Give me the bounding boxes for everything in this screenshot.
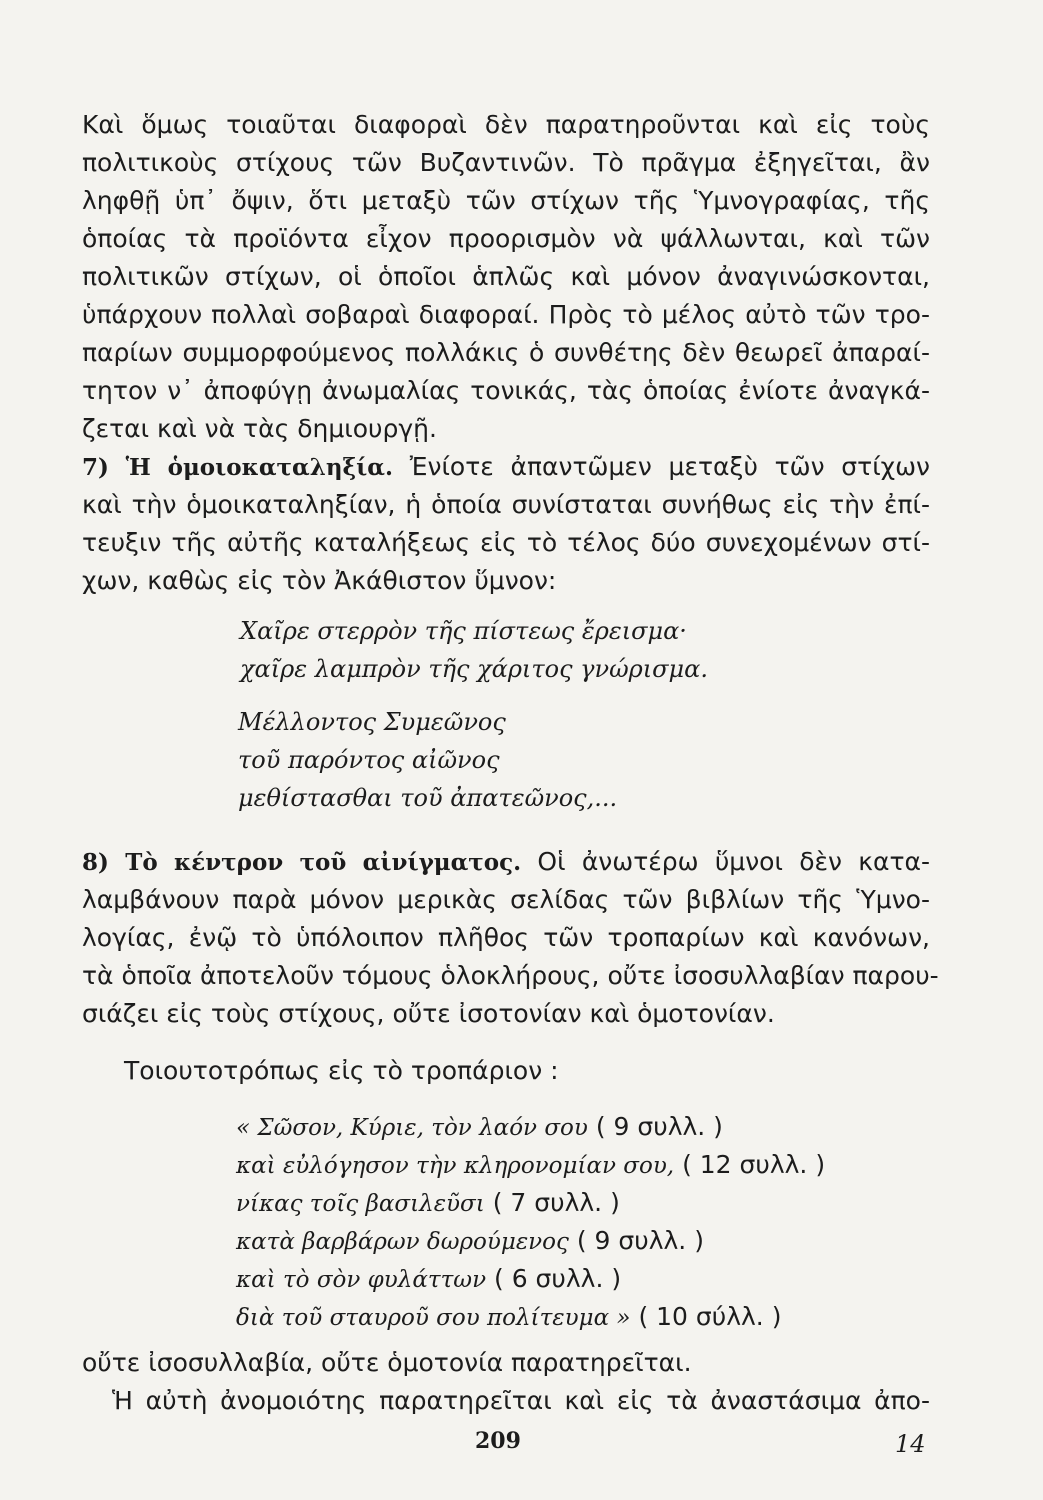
syllable-count: ( 9 συλλ. ) [576,1226,704,1255]
troparion-line [236,1184,620,1223]
text-line: χων, καθὼς εἰς τὸν Ἀκάθιστον ὕμνον: [82,566,557,595]
troparion-line [236,1260,621,1299]
text-line: ληφθῇ ὑπ᾽ ὄψιν, ὅτι μεταξὺ τῶν στίχων τῆς Ὑμνογραφίας, τῆς [82,186,930,215]
syllable-count: ( 6 συλλ. ) [494,1264,622,1293]
text-line: ὑπάρχουν πολλαὶ σοβαραὶ διαφοραί. Πρὸς τὸ μέλος αὐτὸ τῶν τρο- [82,300,930,329]
signature-mark: 14 [895,1430,926,1458]
troparion-line [236,1298,781,1337]
verse-line: Μέλλοντος Συμεῶνος [238,708,506,736]
text-line: καὶ τὴν ὁμοικαταληξίαν, ἡ ὁποία συνίσταται συνήθως εἰς τὴν ἐπί- [82,490,930,519]
text-line: τευξιν τῆς αὐτῆς καταλήξεως εἰς τὸ τέλος δύο συνεχομένων στί- [82,528,930,557]
text-line: πολιτικοὺς στίχους τῶν Βυζαντινῶν. Τὸ πρᾶγμα ἐξηγεῖται, ἂν [82,148,930,177]
section-7-heading: 7) Ἡ ὁμοιοκαταληξία. [82,454,394,481]
section-8-first-line [82,843,930,882]
troparion-intro: Τοιουτοτρόπως εἰς τὸ τροπάριον : [124,1056,559,1085]
text-line: ζεται καὶ νὰ τὰς δημιουργῇ. [82,414,437,443]
text-line: ὁποίας τὰ προϊόντα εἶχον προορισμὸν νὰ ψάλλωνται, καὶ τῶν [82,224,930,253]
verse-line: τοῦ παρόντος αἰῶνος [238,746,500,774]
text-line: τὰ ὁποῖα ἀποτελοῦν τόμους ὁλοκλήρους, οὔτε ἰσοσυλλαβίαν παρου- [82,961,939,990]
verse-line: Χαῖρε στερρὸν τῆς πίστεως ἔρεισμα· [240,617,687,645]
troparion-line [236,1222,704,1261]
troparion-line [236,1146,825,1185]
syllable-count: ( 7 συλλ. ) [492,1188,620,1217]
syllable-count: ( 10 σύλλ. ) [638,1302,782,1331]
text-line: οὔτε ἰσοσυλλαβία, οὔτε ὁμοτονία παρατηρεῖται. [82,1348,692,1377]
troparion-text: καὶ τὸ σὸν φυλάττων [236,1267,487,1293]
section-7-first-line [82,448,930,487]
verse-line: χαῖρε λαμπρὸν τῆς χάριτος γνώρισμα. [240,655,708,683]
troparion-line [236,1108,723,1147]
troparion-text: κατὰ βαρβάρων δωρούμενος [236,1229,569,1255]
text-line: Καὶ ὅμως τοιαῦται διαφοραὶ δὲν παρατηροῦνται καὶ εἰς τοὺς [82,110,930,139]
text-line: λαμβάνουν παρὰ μόνον μερικὰς σελίδας τῶν βιβλίων τῆς Ὑμνο- [82,885,930,914]
troparion-text: νίκας τοῖς βασιλεῦσι [236,1191,485,1217]
troparion-text: « Σῶσον, Κύριε, τὸν λαόν σου [236,1115,588,1141]
text-line: πολιτικῶν στίχων, οἱ ὁποῖοι ἁπλῶς καὶ μόνον ἀναγινώσκονται, [82,262,930,291]
verse-line: μεθίστασθαι τοῦ ἀπατεῶνος,... [238,784,618,812]
troparion-text: διὰ τοῦ σταυροῦ σου πολίτευμα » [236,1305,631,1331]
text-line: σιάζει εἰς τοὺς στίχους, οὔτε ἰσοτονίαν καὶ ὁμοτονίαν. [82,999,775,1028]
troparion-text: καὶ εὐλόγησον τὴν κληρονομίαν σου, [236,1153,675,1179]
section-8-heading: 8) Τὸ κέντρον τοῦ αἰνίγματος. [82,849,522,876]
syllable-count: ( 9 συλλ. ) [595,1112,723,1141]
text-line: τητον ν᾽ ἀποφύγῃ ἀνωμαλίας τονικάς, τὰς ὁποίας ἐνίοτε ἀναγκά- [82,376,930,405]
text-line: λογίας, ἐνῷ τὸ ὑπόλοιπον πλῆθος τῶν τροπαρίων καὶ κανόνων, [82,923,930,952]
text-line: Ἡ αὐτὴ ἀνομοιότης παρατηρεῖται καὶ εἰς τὰ ἀναστάσιμα ἀπο- [112,1386,930,1415]
section-7-first-text: Ἐνίοτε ἀπαντῶμεν μεταξὺ τῶν στίχων [409,452,930,481]
page-number: 209 [475,1428,521,1454]
section-8-first-text: Οἱ ἀνωτέρω ὕμνοι δὲν κατα- [537,847,931,876]
text-line: παρίων συμμορφούμενος πολλάκις ὁ συνθέτης δὲν θεωρεῖ ἀπαραί- [82,338,930,367]
syllable-count: ( 12 συλλ. ) [682,1150,826,1179]
